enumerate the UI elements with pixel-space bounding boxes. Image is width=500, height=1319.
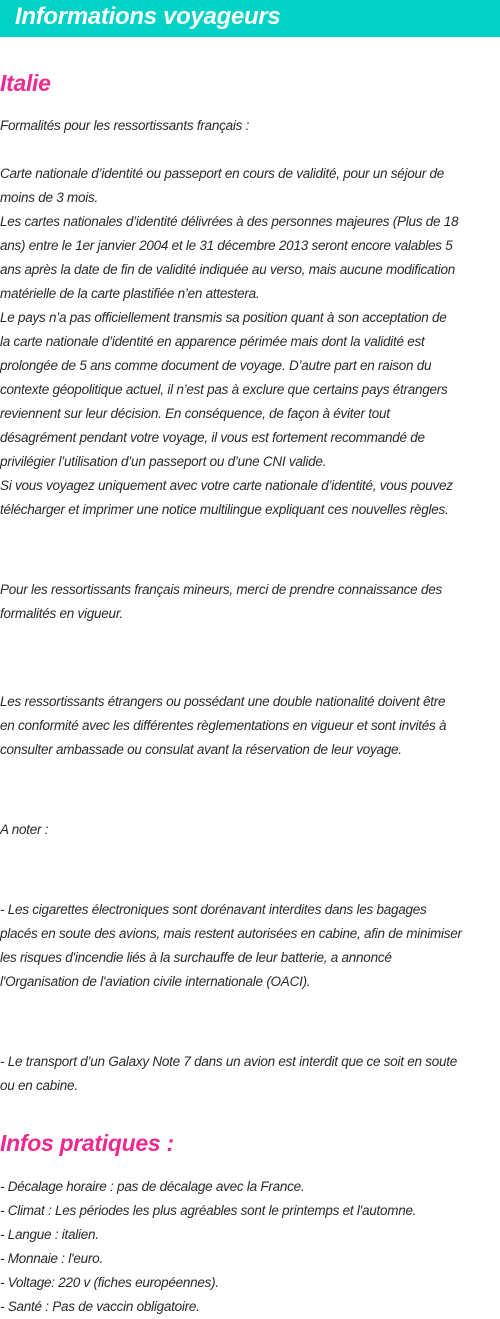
- text-line: Les ressortissants étrangers ou possédant une double nationalité doivent être: [0, 694, 446, 709]
- text-line: ans après la date de fin de validité indiquée au verso, mais aucune modification: [0, 262, 456, 277]
- formalities-paragraph: [0, 162, 500, 522]
- practical-info-heading: Infos pratiques :: [0, 1130, 174, 1156]
- practical-info-list: [0, 1175, 500, 1319]
- text-line: consulter ambassade ou consulat avant la réservation de leur voyage.: [0, 742, 402, 757]
- text-line: les risques d'incendie liés à la surchauffe de leur batterie, a annoncé: [0, 950, 392, 965]
- text-line: ans) entre le 1er janvier 2004 et le 31 décembre 2013 seront encore valables 5: [0, 238, 453, 253]
- text-line: Les cartes nationales d’identité délivrées à des personnes majeures (Plus de 18: [0, 214, 459, 229]
- formalities-intro: Formalités pour les ressortissants français :: [0, 118, 250, 133]
- text-line: l'Organisation de l'aviation civile internationale (OACI).: [0, 974, 311, 989]
- text-line: - Les cigarettes électroniques sont dorénavant interdites dans les bagages: [0, 902, 427, 917]
- list-item: - Voltage: 220 v (fiches européennes).: [0, 1275, 219, 1290]
- list-item: - Monnaie : l'euro.: [0, 1251, 103, 1266]
- text-line: Le pays n’a pas officiellement transmis sa position quant à son acceptation de: [0, 310, 447, 325]
- text-line: reviennent sur leur décision. En conséquence, de façon à éviter tout: [0, 406, 390, 421]
- text-line: formalités en vigueur.: [0, 606, 124, 621]
- text-line: placés en soute des avions, mais restent autorisées en cabine, afin de minimiser: [0, 926, 462, 941]
- text-line: Si vous voyagez uniquement avec votre carte nationale d’identité, vous pouvez: [0, 478, 453, 493]
- list-item: - Santé : Pas de vaccin obligatoire.: [0, 1299, 200, 1314]
- country-heading: Italie: [0, 70, 51, 96]
- text-line: privilégier l’utilisation d’un passeport ou d’une CNI valide.: [0, 454, 327, 469]
- list-item: - Langue : italien.: [0, 1227, 99, 1242]
- e-cigarettes-paragraph: [0, 898, 500, 994]
- text-line: la carte nationale d’identité en apparence périmée mais dont la validité est: [0, 334, 425, 349]
- text-line: Pour les ressortissants français mineurs, merci de prendre connaissance des: [0, 582, 442, 597]
- note-label: A noter :: [0, 822, 49, 837]
- text-line: contexte géopolitique actuel, il n’est pas à exclure que certains pays étrangers: [0, 382, 448, 397]
- list-item: - Climat : Les périodes les plus agréables sont le printemps et l'automne.: [0, 1203, 417, 1218]
- text-line: désagrément pendant votre voyage, il vous est fortement recommandé de: [0, 430, 425, 445]
- text-line: - Le transport d’un Galaxy Note 7 dans un avion est interdit que ce soit en soute: [0, 1054, 458, 1069]
- text-line: Carte nationale d’identité ou passeport en cours de validité, pour un séjour de: [0, 166, 445, 181]
- text-line: prolongée de 5 ans comme document de voyage. D’autre part en raison du: [0, 358, 432, 373]
- foreigners-paragraph: [0, 690, 500, 762]
- minors-paragraph: [0, 578, 500, 626]
- text-line: ou en cabine.: [0, 1078, 78, 1093]
- header-banner: [0, 0, 500, 37]
- list-item: - Décalage horaire : pas de décalage avec la France.: [0, 1179, 305, 1194]
- text-line: en conformité avec les différentes règlementations en vigueur et sont invités à: [0, 718, 447, 733]
- text-line: moins de 3 mois.: [0, 190, 99, 205]
- text-line: télécharger et imprimer une notice multilingue expliquant ces nouvelles règles.: [0, 502, 449, 517]
- galaxy-note-paragraph: [0, 1050, 500, 1098]
- page-title: Informations voyageurs: [15, 3, 281, 30]
- text-line: matérielle de la carte plastifiée n’en attestera.: [0, 286, 260, 301]
